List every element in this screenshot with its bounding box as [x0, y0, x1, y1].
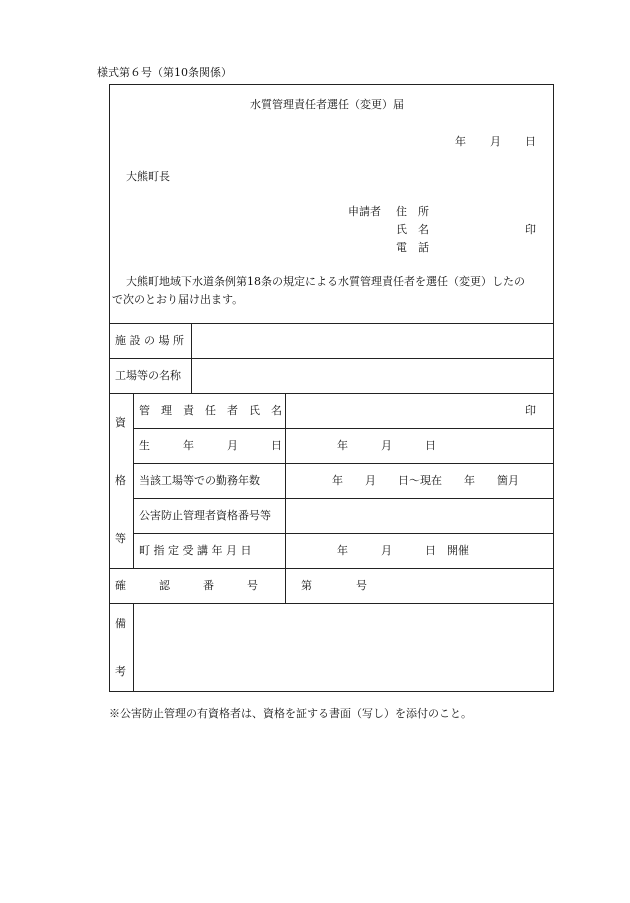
- column-divider: [133, 603, 134, 692]
- address-label: 住 所: [396, 205, 429, 218]
- row-divider: [109, 393, 554, 394]
- form-number: 様式第６号（第10条関係）: [97, 66, 232, 79]
- manager-seal: 印: [525, 404, 536, 417]
- remarks-char-2: 考: [115, 665, 126, 678]
- row-divider: [109, 358, 554, 359]
- date-year: 年: [455, 135, 466, 148]
- applicant-label: 申請者: [348, 205, 381, 218]
- course-date-label: 町 指 定 受 講 年 月 日: [139, 544, 252, 557]
- manager-name-label: 管 理 責 任 者 氏 名: [139, 404, 282, 417]
- body-text-line1: 大熊町地域下水道条例第18条の規定による水質管理責任者を選任（変更）したの: [126, 275, 525, 288]
- birth-date-value: 年 月 日: [337, 439, 436, 452]
- date-day: 日: [525, 135, 536, 148]
- column-divider: [285, 393, 286, 603]
- qualification-char-2: 格: [115, 474, 126, 487]
- form-frame: [109, 84, 554, 692]
- factory-name-label: 工場等の名称: [115, 369, 181, 382]
- addressee: 大熊町長: [126, 170, 170, 183]
- column-divider: [191, 323, 192, 393]
- birth-date-label: 生 年 月 日: [139, 439, 282, 452]
- confirm-number-label: 確 認 番 号: [115, 579, 258, 592]
- name-label: 氏 名: [396, 223, 429, 236]
- row-divider: [133, 498, 554, 499]
- row-divider: [109, 568, 554, 569]
- service-years-label: 当該工場等での勤務年数: [139, 474, 260, 487]
- phone-label: 電 話: [396, 241, 429, 254]
- form-title: 水質管理責任者選任（変更）届: [250, 98, 404, 111]
- applicant-seal: 印: [525, 223, 536, 236]
- confirm-number-value: 第 号: [301, 579, 367, 592]
- row-divider: [109, 323, 554, 324]
- date-month: 月: [490, 135, 501, 148]
- service-years-value: 年 月 日～現在 年 箇月: [332, 474, 519, 487]
- column-divider: [133, 393, 134, 568]
- facility-location-label: 施 設 の 場 所: [115, 334, 184, 347]
- row-divider: [133, 428, 554, 429]
- license-number-label: 公害防止管理者資格番号等: [139, 509, 271, 522]
- row-divider: [133, 533, 554, 534]
- remarks-char-1: 備: [115, 617, 126, 630]
- qualification-char-1: 資: [115, 416, 126, 429]
- footnote: ※公害防止管理の有資格者は、資格を証する書面（写し）を添付のこと。: [109, 707, 472, 720]
- qualification-char-3: 等: [115, 532, 126, 545]
- course-date-value: 年 月 日 開催: [337, 544, 469, 557]
- row-divider: [109, 603, 554, 604]
- body-text-line2: で次のとおり届け出ます。: [112, 293, 244, 306]
- row-divider: [133, 463, 554, 464]
